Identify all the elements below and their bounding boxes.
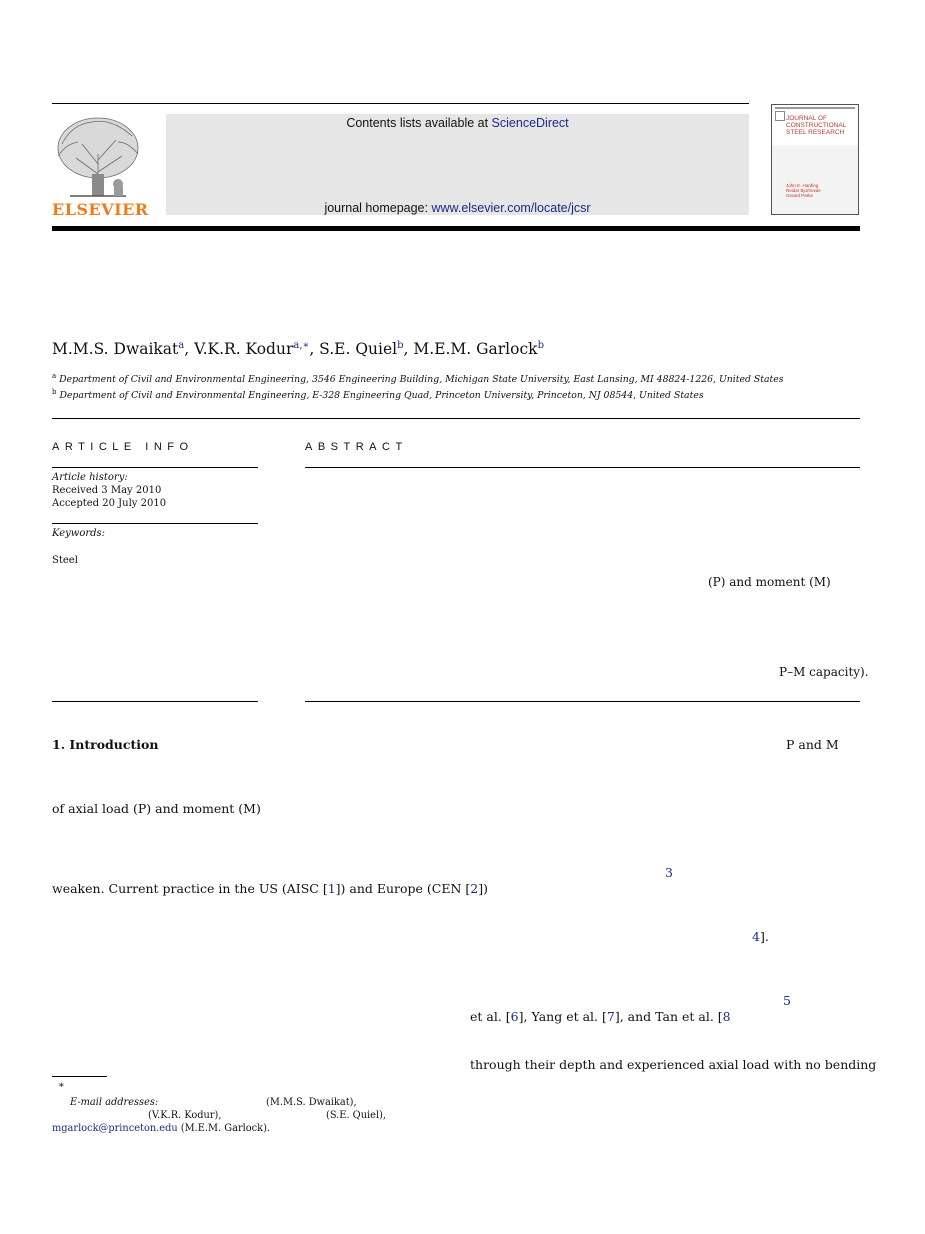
- body-fragment: of axial load (P) and moment (M): [52, 801, 261, 816]
- author-affil-sup[interactable]: a: [178, 340, 185, 351]
- cover-title: JOURNAL OF CONSTRUCTIONAL STEEL RESEARCH: [786, 115, 847, 136]
- homepage-prefix: journal homepage:: [324, 201, 432, 215]
- email-link[interactable]: mgarlock@princeton.edu: [52, 1123, 178, 1134]
- affiliation-sup: b: [52, 388, 57, 396]
- author-name: S.E. Quiel: [319, 340, 398, 359]
- accepted-date: Accepted 20 July 2010: [52, 498, 167, 509]
- author-affil-sup[interactable]: b: [537, 340, 544, 351]
- reference-link[interactable]: 4: [752, 929, 760, 944]
- text-run: ].: [759, 929, 769, 944]
- journal-homepage-link[interactable]: www.elsevier.com/locate/jcsr: [431, 201, 591, 215]
- body-fragment: [52, 881, 488, 896]
- contents-prefix: Contents lists available at: [346, 116, 492, 130]
- author-name: V.K.R. Kodur: [194, 340, 294, 359]
- history-label: Article history:: [52, 472, 128, 483]
- author-name: M.E.M. Garlock: [413, 340, 538, 359]
- received-date: Received 3 May 2010: [52, 485, 162, 496]
- author-list: M.M.S. Dwaikat$^a$, V.K.R. Kodur$^{a,∗}$, S.E. Quiel$^b$, M.E.M. Garlock$^b$: [52, 340, 544, 359]
- abstract-fragment: (P) and moment (M): [708, 575, 831, 589]
- text-run: ]) and Europe (CEN [: [335, 881, 471, 896]
- keywords-label: Keywords:: [52, 528, 106, 539]
- body-fragment: through their depth and experienced axial load with no bending: [470, 1057, 877, 1072]
- text-run: ], Yang et al. [: [518, 1009, 607, 1024]
- text-run: weaken. Current practice in the US (AISC [: [52, 881, 328, 896]
- affiliation-a: [52, 372, 784, 385]
- abstract-fragment: P–M capacity).: [779, 665, 869, 679]
- body-fragment: P and M: [786, 737, 839, 752]
- footnote-author: (S.E. Quiel),: [326, 1110, 387, 1121]
- reference-link[interactable]: 2: [470, 881, 479, 896]
- abstract-rule: [305, 467, 860, 468]
- homepage-line: [166, 201, 749, 215]
- sciencedirect-link[interactable]: ScienceDirect: [491, 116, 569, 130]
- footnote-line: [52, 1123, 270, 1134]
- body-fragment: [470, 1009, 731, 1024]
- header-thick-rule: [52, 226, 860, 231]
- author-affil-sup[interactable]: a,∗: [293, 340, 310, 351]
- contents-line: [166, 116, 749, 130]
- affiliation-sup: a: [52, 372, 57, 380]
- affiliation-text: Department of Civil and Environmental Engineering, 3546 Engineering Building, Michigan State University, East Lansing, MI 48824-1226, United States: [59, 374, 784, 386]
- body-fragment: [752, 929, 769, 944]
- top-thin-rule: [52, 103, 749, 104]
- affiliation-b: [52, 388, 704, 401]
- footnote-author: (M.E.M. Garlock).: [180, 1123, 271, 1134]
- reference-link[interactable]: 5: [783, 993, 791, 1008]
- reference-link[interactable]: 7: [606, 1009, 615, 1024]
- section-title: 1. Introduction: [52, 737, 159, 752]
- footnote-author: (M.M.S. Dwaikat),: [266, 1097, 357, 1108]
- cover-editors: John E. Harding Reidar Bjorhovde Gerard Parke: [786, 183, 821, 198]
- author-affil-sup[interactable]: b: [397, 340, 404, 351]
- abstract-heading: ABSTRACT: [305, 441, 408, 453]
- tree-logo-icon: [52, 114, 144, 198]
- footnote-rule: [52, 1076, 107, 1077]
- keywords-rule: [52, 523, 258, 524]
- article-info-bottom-rule: [52, 701, 258, 702]
- reference-link[interactable]: 8: [722, 1009, 731, 1024]
- footnote-star: ∗: [58, 1080, 65, 1091]
- author-name: M.M.S. Dwaikat: [52, 340, 179, 359]
- footnote-author: (V.K.R. Kodur),: [148, 1110, 222, 1121]
- reference-link[interactable]: 3: [665, 865, 673, 880]
- article-info-heading: ARTICLE INFO: [52, 441, 194, 453]
- journal-cover-thumbnail[interactable]: [771, 104, 859, 215]
- text-run: ]): [478, 881, 488, 896]
- footnote-email-label: E-mail addresses:: [70, 1097, 159, 1108]
- reference-link[interactable]: 6: [510, 1009, 519, 1024]
- elsevier-logo: [52, 114, 149, 219]
- text-run: ], and Tan et al. [: [614, 1009, 723, 1024]
- article-info-rule: [52, 467, 258, 468]
- keyword: Steel: [52, 555, 78, 566]
- affiliation-text: Department of Civil and Environmental Engineering, E-328 Engineering Quad, Princeton University, Princeton, NJ 08544, United States: [59, 390, 704, 402]
- abstract-bottom-rule: [305, 701, 860, 702]
- publisher-name: ELSEVIER: [52, 200, 149, 219]
- text-run: et al. [: [470, 1009, 511, 1024]
- cover-bar: [775, 107, 855, 109]
- journal-banner: [166, 114, 749, 215]
- cover-mini-logo-icon: [775, 111, 785, 121]
- authors-rule: [52, 418, 860, 419]
- reference-link[interactable]: 1: [327, 881, 336, 896]
